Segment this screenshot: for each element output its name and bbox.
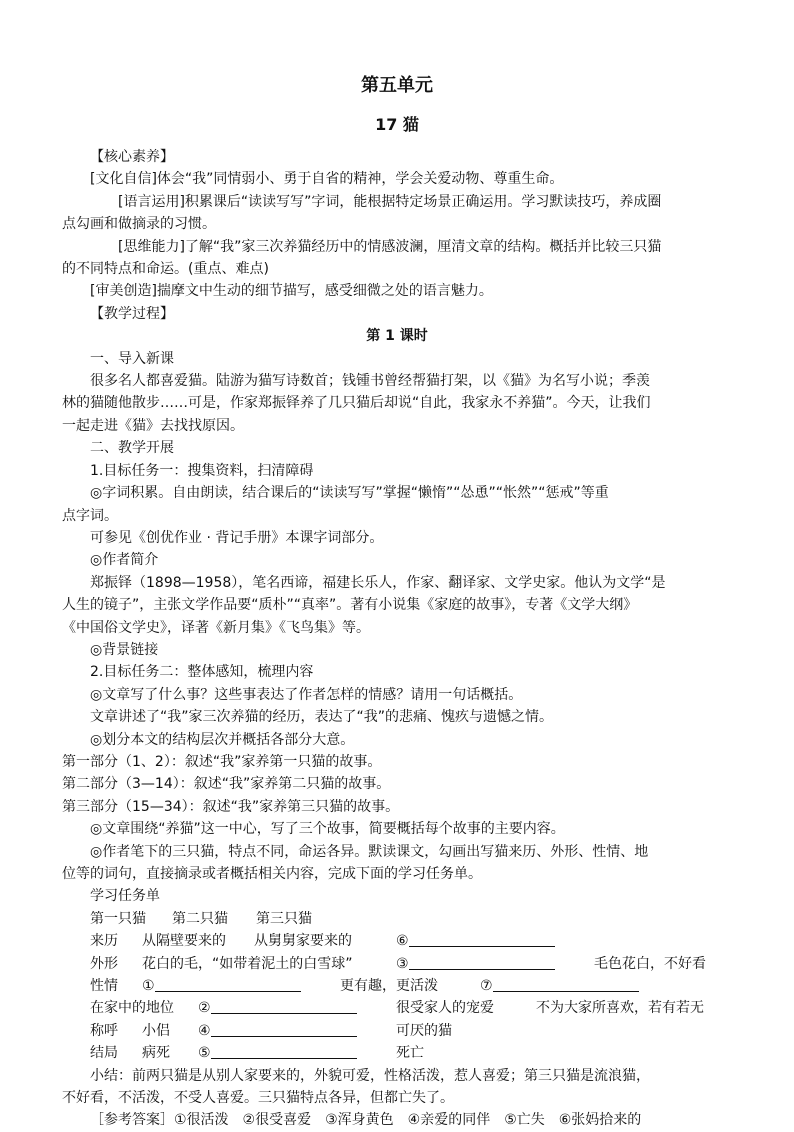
core-heading: 【核心素养】: [90, 149, 174, 165]
cell: ②: [198, 997, 211, 1019]
section-1-heading: 一、导入新课: [90, 350, 174, 367]
intro-line-3: 一起走进《猫》去找找原因。: [62, 417, 244, 434]
author-line-1: 郑振铎（1898—1958），笔名西谛，福建长乐人，作家、翻译家、文学史家。他认为文学“是: [90, 574, 666, 591]
cell: 很受家人的宠爱: [396, 1000, 494, 1017]
header-cat-1: 第一只猫: [90, 910, 146, 927]
author-heading: ◎作者简介: [90, 552, 159, 569]
cell: 更有趣，更活泼: [340, 977, 438, 994]
cell: ①: [142, 975, 155, 997]
answer-blank[interactable]: [211, 1020, 357, 1037]
question-4-line-2: 位等的词句，直接摘录或者概括相关内容，完成下面的学习任务单。: [62, 866, 482, 882]
lesson-title: 17 猫: [375, 115, 419, 134]
part-2: 第二部分（3—14）：叙述“我”家养第二只猫的故事。: [62, 776, 391, 793]
answer-blank[interactable]: [409, 953, 555, 970]
row-label: 外形: [90, 955, 118, 972]
answer-blank[interactable]: [211, 1042, 357, 1059]
cell: 毛色花白，不好看: [594, 955, 706, 972]
part-1: 第一部分（1、2）：叙述“我”家养第一只猫的故事。: [62, 753, 382, 770]
cell: 从隔壁要来的: [142, 933, 226, 950]
intro-line-2: 林的猫随他散步……可是，作家郑振铎养了几只猫后却说“自此，我家永不养猫”。今天，让我们: [62, 395, 651, 412]
cell: ③: [396, 953, 409, 975]
question-3: ◎文章围绕“养猫”这一中心，写了三个故事，简要概括每个故事的主要内容。: [90, 821, 565, 838]
author-line-3: 《中国俗文学史》，译著《新月集》《飞鸟集》等。: [62, 619, 370, 636]
background-heading: ◎背景链接: [90, 641, 159, 658]
summary-line-1: 小结：前两只猫是从别人家要来的，外貌可爱，性格活泼，惹人喜爱；第三只猫是流浪猫，: [90, 1067, 650, 1084]
row-label: 在家中的地位: [90, 1000, 174, 1017]
row-label: 称呼: [90, 1022, 118, 1039]
task-sheet-row-name: [90, 1020, 734, 1042]
intro-line-1: 很多名人都喜爱猫。陆游为猫写诗数首；钱锺书曾经帮猫打架，以《猫》为名写小说；季羡: [90, 373, 650, 390]
cell: ⑤: [198, 1042, 211, 1064]
question-1: ◎文章写了什么事？这些事表达了作者怎样的情感？请用一句话概括。: [90, 686, 523, 703]
core-literacy-1: [文化自信]体会“我”同情弱小、勇于自省的精神，学会关爱动物、尊重生命。: [90, 171, 564, 188]
cell: 病死: [142, 1045, 170, 1062]
part-3: 第三部分（15—34）：叙述“我”家养第三只猫的故事。: [62, 798, 400, 815]
task-sheet-row-origin: [90, 930, 734, 952]
answer-blank[interactable]: [409, 930, 555, 947]
cell: ④: [198, 1020, 211, 1042]
cell: 死亡: [396, 1045, 424, 1062]
words-line-2: 点字词。: [62, 507, 118, 524]
task-sheet-row-ending: [90, 1042, 734, 1064]
cell: ⑦: [480, 975, 493, 997]
row-label: 来历: [90, 933, 118, 950]
answer-blank[interactable]: [211, 997, 357, 1014]
core-literacy-2: [语言运用]积累课后“读读写写”字词，能根据特定场景正确运用。学习默读技巧，养成圈: [118, 193, 662, 210]
task-2-heading: 2.目标任务二：整体感知，梳理内容: [90, 664, 314, 681]
process-heading: 【教学过程】: [90, 305, 174, 322]
row-label: 结局: [90, 1045, 118, 1062]
task-1-heading: 1.目标任务一：搜集资料，扫清障碍: [90, 462, 314, 479]
cell: 花白的毛，“如带着泥土的白雪球”: [142, 955, 353, 972]
core-literacy-4: [审美创造]揣摩文中生动的细节描写，感受细微之处的语言魅力。: [90, 283, 493, 300]
cell: 不为大家所喜欢，若有若无: [536, 1000, 704, 1017]
question-2: ◎划分本文的结构层次并概括各部分大意。: [90, 731, 355, 748]
answer-blank[interactable]: [155, 975, 301, 992]
task-sheet-heading: 学习任务单: [90, 888, 160, 905]
answer-blank[interactable]: [493, 975, 639, 992]
core-literacy-3-cont: 的不同特点和命运。(重点、难点): [62, 261, 269, 278]
task-sheet-header-row: [90, 908, 734, 930]
reference-answers: ［参考答案］①很活泼 ②很受喜爱 ③浑身黄色 ④亲爱的同伴 ⑤亡失 ⑥张妈拾来的: [90, 1112, 642, 1129]
question-4-line-1: ◎作者笔下的三只猫，特点不同，命运各异。默读课文，勾画出写猫来历、外形、性情、地: [90, 843, 649, 860]
cell: ⑥: [396, 930, 409, 952]
row-label: 性情: [90, 977, 118, 994]
cell: 从舅舅家要来的: [254, 933, 352, 950]
reference-note: 可参见《创优作业 · 背记手册》本课字词部分。: [90, 529, 384, 546]
author-line-2: 人生的镜子”，主张文学作品要“质朴”“真率”。著有小说集《家庭的故事》，专著《文学大纲》: [62, 597, 638, 614]
document-body: [62, 146, 734, 1132]
core-literacy-3: [思维能力]了解“我”家三次养猫经历中的情感波澜，厘清文章的结构。概括并比较三只猫: [118, 238, 662, 255]
period-heading: 第 1 课时: [366, 328, 428, 345]
header-cat-3: 第三只猫: [256, 910, 312, 927]
cell: 可厌的猫: [396, 1022, 452, 1039]
words-line-1: ◎字词积累。自由朗读，结合课后的“读读写写”掌握“懒惰”“怂恿”“怅然”“惩戒”等重: [90, 485, 609, 502]
core-literacy-2-cont: 点勾画和做摘录的习惯。: [62, 216, 216, 233]
cell: 小侣: [142, 1022, 170, 1039]
task-sheet-row-status: [90, 997, 734, 1019]
task-sheet-row-temperament: [90, 975, 734, 997]
summary-line-2: 不好看，不活泼，不受人喜爱。三只猫特点各异，但都亡失了。: [62, 1089, 454, 1106]
unit-title: 第五单元: [361, 75, 433, 96]
answer-1: 文章讲述了“我”家三次养猫的经历，表达了“我”的悲痛、愧疚与遗憾之情。: [90, 709, 554, 726]
task-sheet-row-appearance: [90, 953, 734, 975]
header-cat-2: 第二只猫: [172, 910, 228, 927]
section-2-heading: 二、教学开展: [90, 440, 174, 457]
